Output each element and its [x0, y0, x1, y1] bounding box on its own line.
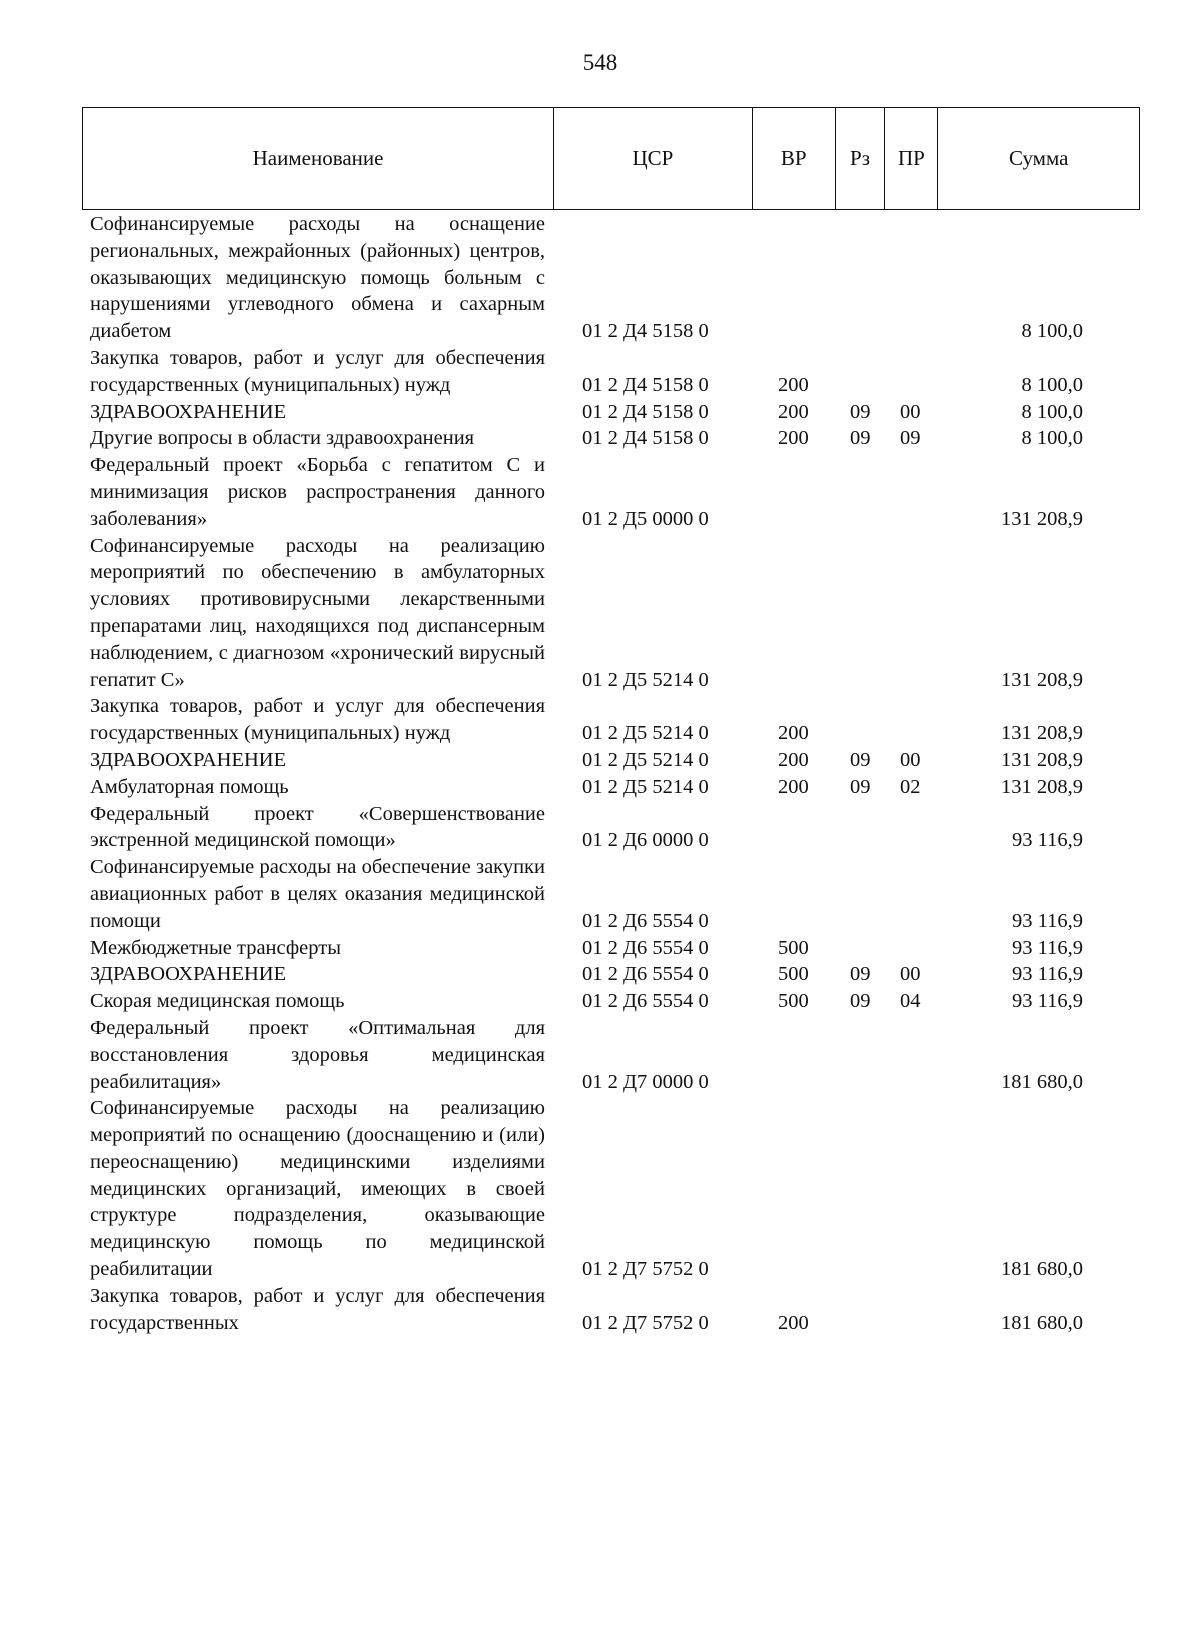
row-vr: 500 — [778, 936, 809, 959]
row-name: Федеральный проект «Оптимальная для восстановления здоровья медицинская реабилитация» — [90, 1016, 545, 1093]
table-row — [90, 1015, 1140, 1095]
row-csr: 01 2 Д5 5214 0 — [582, 722, 709, 745]
row-rz: 09 — [850, 775, 871, 798]
row-pr: 02 — [900, 775, 921, 798]
row-csr: 01 2 Д4 5158 0 — [582, 373, 709, 396]
row-sum: 131 208,9 — [1001, 722, 1083, 745]
row-sum: 93 116,9 — [1012, 909, 1083, 932]
row-rz: 09 — [850, 990, 871, 1013]
table-row — [90, 854, 1140, 934]
header-csr: ЦСР — [554, 108, 753, 209]
row-name: ЗДРАВООХРАНЕНИЕ — [90, 963, 287, 986]
table-row — [90, 774, 1140, 801]
header-pr: ПР — [885, 108, 938, 209]
table-row — [90, 399, 1140, 426]
row-name: Другие вопросы в области здравоохранения — [90, 427, 475, 450]
row-csr: 01 2 Д6 5554 0 — [582, 990, 709, 1013]
row-sum: 8 100,0 — [1021, 427, 1083, 450]
row-name: Скорая медицинская помощь — [90, 990, 345, 1013]
header-sum: Сумма — [1008, 146, 1069, 170]
row-vr: 500 — [778, 963, 809, 986]
row-vr: 200 — [778, 775, 809, 798]
row-sum: 93 116,9 — [1012, 936, 1083, 959]
row-pr: 00 — [900, 963, 921, 986]
row-csr: 01 2 Д7 5752 0 — [582, 1258, 709, 1281]
table-row — [90, 533, 1140, 694]
row-rz: 09 — [850, 963, 871, 986]
row-vr: 200 — [778, 722, 809, 745]
row-csr: 01 2 Д6 5554 0 — [582, 909, 709, 932]
row-vr: 200 — [778, 400, 809, 423]
row-vr: 200 — [778, 373, 809, 396]
row-csr: 01 2 Д7 0000 0 — [582, 1070, 709, 1093]
row-name: Софинансируемые расходы на реализацию мероприятий по обеспечению в амбулаторных условиях противовирусными лекарственными препаратами лиц, находящихся под диспансерным наблюдением, с диагнозом «хронический вирусный гепатит С» — [90, 534, 545, 691]
row-csr: 01 2 Д5 5214 0 — [582, 775, 709, 798]
row-csr: 01 2 Д5 5214 0 — [582, 668, 709, 691]
table-row — [90, 988, 1140, 1015]
table-row — [90, 747, 1140, 774]
row-name: Закупка товаров, работ и услуг для обеспечения государственных — [90, 1284, 545, 1334]
row-csr: 01 2 Д5 0000 0 — [582, 507, 709, 530]
row-sum: 181 680,0 — [1001, 1258, 1083, 1281]
row-vr: 200 — [778, 1311, 809, 1334]
table-row — [90, 961, 1140, 988]
row-csr: 01 2 Д6 5554 0 — [582, 963, 709, 986]
row-csr: 01 2 Д4 5158 0 — [582, 400, 709, 423]
row-csr: 01 2 Д5 5214 0 — [582, 748, 709, 771]
table-row — [90, 935, 1140, 962]
table-row — [90, 425, 1140, 452]
table-row — [90, 1283, 1140, 1337]
row-name: Закупка товаров, работ и услуг для обеспечения государственных (муниципальных) нужд — [90, 346, 545, 396]
row-sum: 8 100,0 — [1021, 373, 1083, 396]
row-rz: 09 — [850, 400, 871, 423]
row-sum: 8 100,0 — [1021, 400, 1083, 423]
table-row — [90, 452, 1140, 532]
row-rz: 09 — [850, 748, 871, 771]
row-csr: 01 2 Д7 5752 0 — [582, 1311, 709, 1334]
row-name: Межбюджетные трансферты — [90, 936, 341, 959]
row-name: Софинансируемые расходы на реализацию мероприятий по оснащению (дооснащению и (или) переоснащению) медицинскими изделиями медицинских организаций, имеющих в своей структуре подразделения, оказывающие медицинскую помощь по медицинской реабилитации — [90, 1097, 545, 1281]
row-name: Федеральный проект «Совершенствование экстренной медицинской помощи» — [90, 802, 545, 852]
row-name: Федеральный проект «Борьба с гепатитом С и минимизация рисков распространения данного заболевания» — [90, 454, 545, 530]
row-pr: 04 — [900, 990, 921, 1013]
row-sum: 181 680,0 — [1001, 1070, 1083, 1093]
table-body — [90, 211, 1140, 1336]
header-vr: ВР — [753, 108, 836, 209]
row-sum: 93 116,9 — [1012, 963, 1083, 986]
header-rz: Рз — [836, 108, 886, 209]
row-sum: 131 208,9 — [1001, 748, 1083, 771]
header-name: Наименование — [83, 108, 554, 209]
row-name: Амбулаторная помощь — [90, 775, 289, 798]
row-rz: 09 — [850, 427, 871, 450]
row-vr: 200 — [778, 427, 809, 450]
row-name: Софинансируемые расходы на оснащение региональных, межрайонных (районных) центров, оказывающих медицинскую помощь больным с нарушениями углеводного обмена и сахарным диабетом — [90, 213, 545, 343]
row-name: Софинансируемые расходы на обеспечение закупки авиационных работ в целях оказания медицинской помощи — [90, 856, 545, 932]
row-sum: 181 680,0 — [1001, 1311, 1083, 1334]
table-row — [90, 211, 1140, 345]
row-sum: 131 208,9 — [1001, 775, 1083, 798]
row-pr: 00 — [900, 400, 921, 423]
row-vr: 200 — [778, 748, 809, 771]
page-number: 548 — [582, 50, 618, 75]
row-csr: 01 2 Д4 5158 0 — [582, 320, 709, 343]
table-header — [82, 107, 1140, 210]
row-csr: 01 2 Д6 0000 0 — [582, 829, 709, 852]
row-pr: 09 — [900, 427, 921, 450]
row-name: ЗДРАВООХРАНЕНИЕ — [90, 400, 287, 423]
table-row — [90, 801, 1140, 855]
row-csr: 01 2 Д6 5554 0 — [582, 936, 709, 959]
row-sum: 131 208,9 — [1001, 668, 1083, 691]
row-pr: 00 — [900, 748, 921, 771]
row-sum: 131 208,9 — [1001, 507, 1083, 530]
row-vr: 500 — [778, 990, 809, 1013]
table-row — [90, 693, 1140, 747]
row-name: ЗДРАВООХРАНЕНИЕ — [90, 748, 287, 771]
row-sum: 8 100,0 — [1021, 320, 1083, 343]
row-sum: 93 116,9 — [1012, 829, 1083, 852]
table-row — [90, 1095, 1140, 1283]
row-name: Закупка товаров, работ и услуг для обеспечения государственных (муниципальных) нужд — [90, 695, 545, 745]
row-csr: 01 2 Д4 5158 0 — [582, 427, 709, 450]
table-row — [90, 345, 1140, 399]
row-sum: 93 116,9 — [1012, 990, 1083, 1013]
